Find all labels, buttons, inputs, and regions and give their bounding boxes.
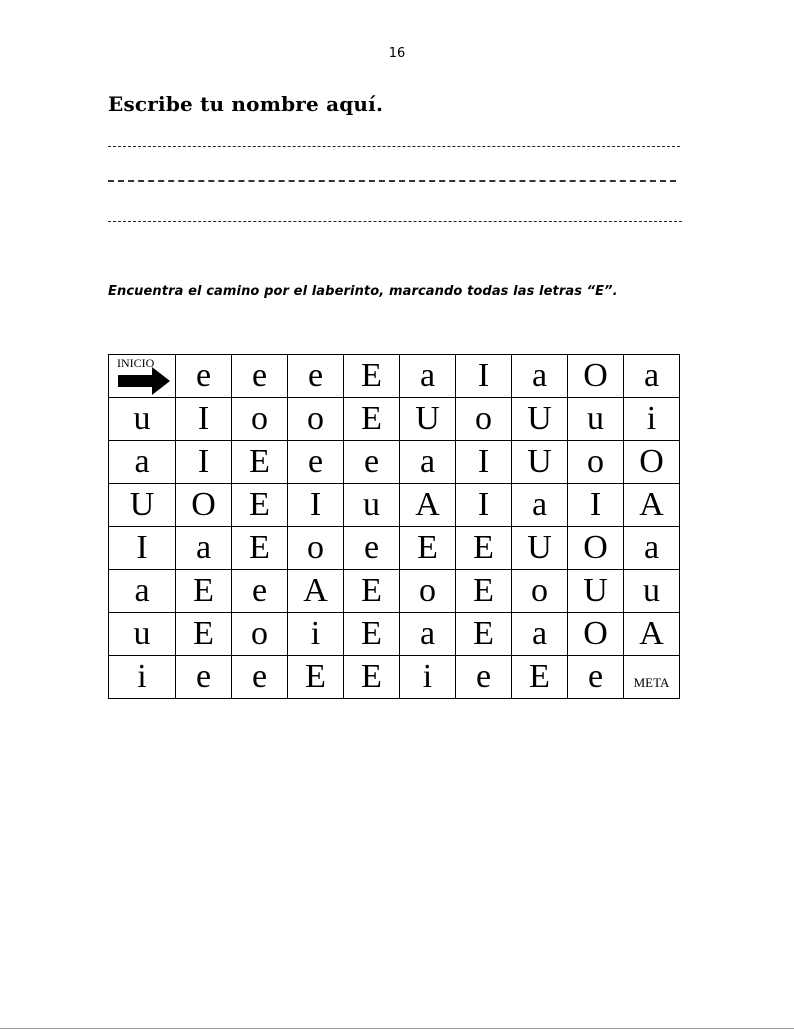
maze-letter-cell[interactable]: e [232,656,288,699]
maze-letter-cell[interactable]: O [624,441,680,484]
maze-row [109,570,680,613]
maze-letter-cell[interactable]: U [512,398,568,441]
maze-letter-cell[interactable]: o [288,527,344,570]
page-bottom-border [0,1028,794,1029]
maze-letter-cell[interactable]: U [512,441,568,484]
maze-letter-cell[interactable]: E [176,613,232,656]
maze-letter-cell[interactable]: E [344,355,400,398]
maze-letter-cell[interactable]: a [176,527,232,570]
maze-letter-cell[interactable]: i [400,656,456,699]
maze-letter-cell[interactable]: E [232,441,288,484]
maze-letter-cell[interactable]: I [456,441,512,484]
maze-letter-cell[interactable]: i [109,656,176,699]
maze-letter-cell[interactable]: e [344,527,400,570]
arrow-right-icon [118,367,170,395]
maze-letter-cell[interactable]: O [568,355,624,398]
maze-letter-cell[interactable]: I [176,441,232,484]
maze-letter-cell[interactable]: E [176,570,232,613]
maze-letter-cell[interactable]: a [512,613,568,656]
maze-letter-cell[interactable]: E [344,613,400,656]
maze-letter-cell[interactable]: o [456,398,512,441]
maze-letter-cell[interactable]: a [624,527,680,570]
maze-letter-cell[interactable]: a [512,355,568,398]
maze-letter-cell[interactable]: u [109,398,176,441]
maze-letter-cell[interactable]: O [568,613,624,656]
maze-letter-cell[interactable]: E [512,656,568,699]
maze-letter-cell[interactable]: o [288,398,344,441]
maze-letter-cell[interactable]: a [512,484,568,527]
maze-letter-cell[interactable]: e [288,355,344,398]
maze-letter-cell[interactable]: o [232,398,288,441]
maze-letter-cell[interactable]: U [109,484,176,527]
maze-row [109,613,680,656]
maze-letter-cell[interactable]: i [624,398,680,441]
maze-letter-cell[interactable]: E [344,656,400,699]
maze-letter-cell[interactable]: u [109,613,176,656]
maze-letter-cell[interactable]: U [400,398,456,441]
maze-letter-cell[interactable]: O [176,484,232,527]
name-writing-line [108,180,676,182]
maze-letter-cell[interactable]: e [176,656,232,699]
maze-letter-cell[interactable]: A [400,484,456,527]
maze-letter-cell[interactable]: E [232,484,288,527]
maze-start-cell[interactable] [109,355,176,398]
maze-letter-cell[interactable]: E [400,527,456,570]
maze-row [109,398,680,441]
maze-letter-cell[interactable]: e [232,570,288,613]
maze-letter-cell[interactable]: a [109,441,176,484]
maze-letter-cell[interactable]: a [400,355,456,398]
maze-letter-cell[interactable]: I [176,398,232,441]
maze-letter-cell[interactable]: a [400,441,456,484]
maze-letter-cell[interactable]: E [456,527,512,570]
maze-letter-cell[interactable]: A [624,613,680,656]
maze-letter-cell[interactable]: I [109,527,176,570]
maze-letter-cell[interactable]: u [344,484,400,527]
maze-letter-cell[interactable]: a [624,355,680,398]
maze-goal-cell[interactable] [624,656,680,699]
maze-letter-cell[interactable]: E [456,613,512,656]
maze-letter-cell[interactable]: o [568,441,624,484]
maze-row [109,484,680,527]
start-label: INICIO [117,356,155,370]
name-writing-line [108,146,680,147]
maze-letter-cell[interactable]: e [456,656,512,699]
maze-letter-cell[interactable]: U [568,570,624,613]
name-writing-line [108,221,682,222]
maze-letter-cell[interactable]: a [109,570,176,613]
maze-letter-cell[interactable]: u [568,398,624,441]
maze-instructions: Encuentra el camino por el laberinto, marcando todas las letras “E”. [108,284,618,299]
page-number: 16 [388,46,406,61]
maze-letter-cell[interactable]: U [512,527,568,570]
maze-letter-cell[interactable]: E [344,398,400,441]
letter-maze-grid [108,354,680,699]
maze-letter-cell[interactable]: I [456,355,512,398]
maze-letter-cell[interactable]: E [288,656,344,699]
maze-letter-cell[interactable]: E [232,527,288,570]
maze-letter-cell[interactable]: e [176,355,232,398]
maze-letter-cell[interactable]: E [456,570,512,613]
maze-letter-cell[interactable]: A [288,570,344,613]
name-heading: Escribe tu nombre aquí. [108,92,384,116]
maze-letter-cell[interactable]: E [344,570,400,613]
maze-letter-cell[interactable]: o [400,570,456,613]
maze-letter-cell[interactable]: i [288,613,344,656]
maze-letter-cell[interactable]: a [400,613,456,656]
maze-row [109,355,680,398]
maze-letter-cell[interactable]: I [568,484,624,527]
maze-letter-cell[interactable]: u [624,570,680,613]
goal-label: META [633,675,670,690]
maze-letter-cell[interactable]: o [512,570,568,613]
maze-row [109,527,680,570]
maze-row [109,441,680,484]
maze-letter-cell[interactable]: I [288,484,344,527]
maze-row [109,656,680,699]
maze-letter-cell[interactable]: O [568,527,624,570]
maze-letter-cell[interactable]: e [344,441,400,484]
maze-letter-cell[interactable]: e [288,441,344,484]
maze-letter-cell[interactable]: I [456,484,512,527]
maze-letter-cell[interactable]: e [232,355,288,398]
maze-letter-cell[interactable]: A [624,484,680,527]
maze-letter-cell[interactable]: o [232,613,288,656]
maze-letter-cell[interactable]: e [568,656,624,699]
